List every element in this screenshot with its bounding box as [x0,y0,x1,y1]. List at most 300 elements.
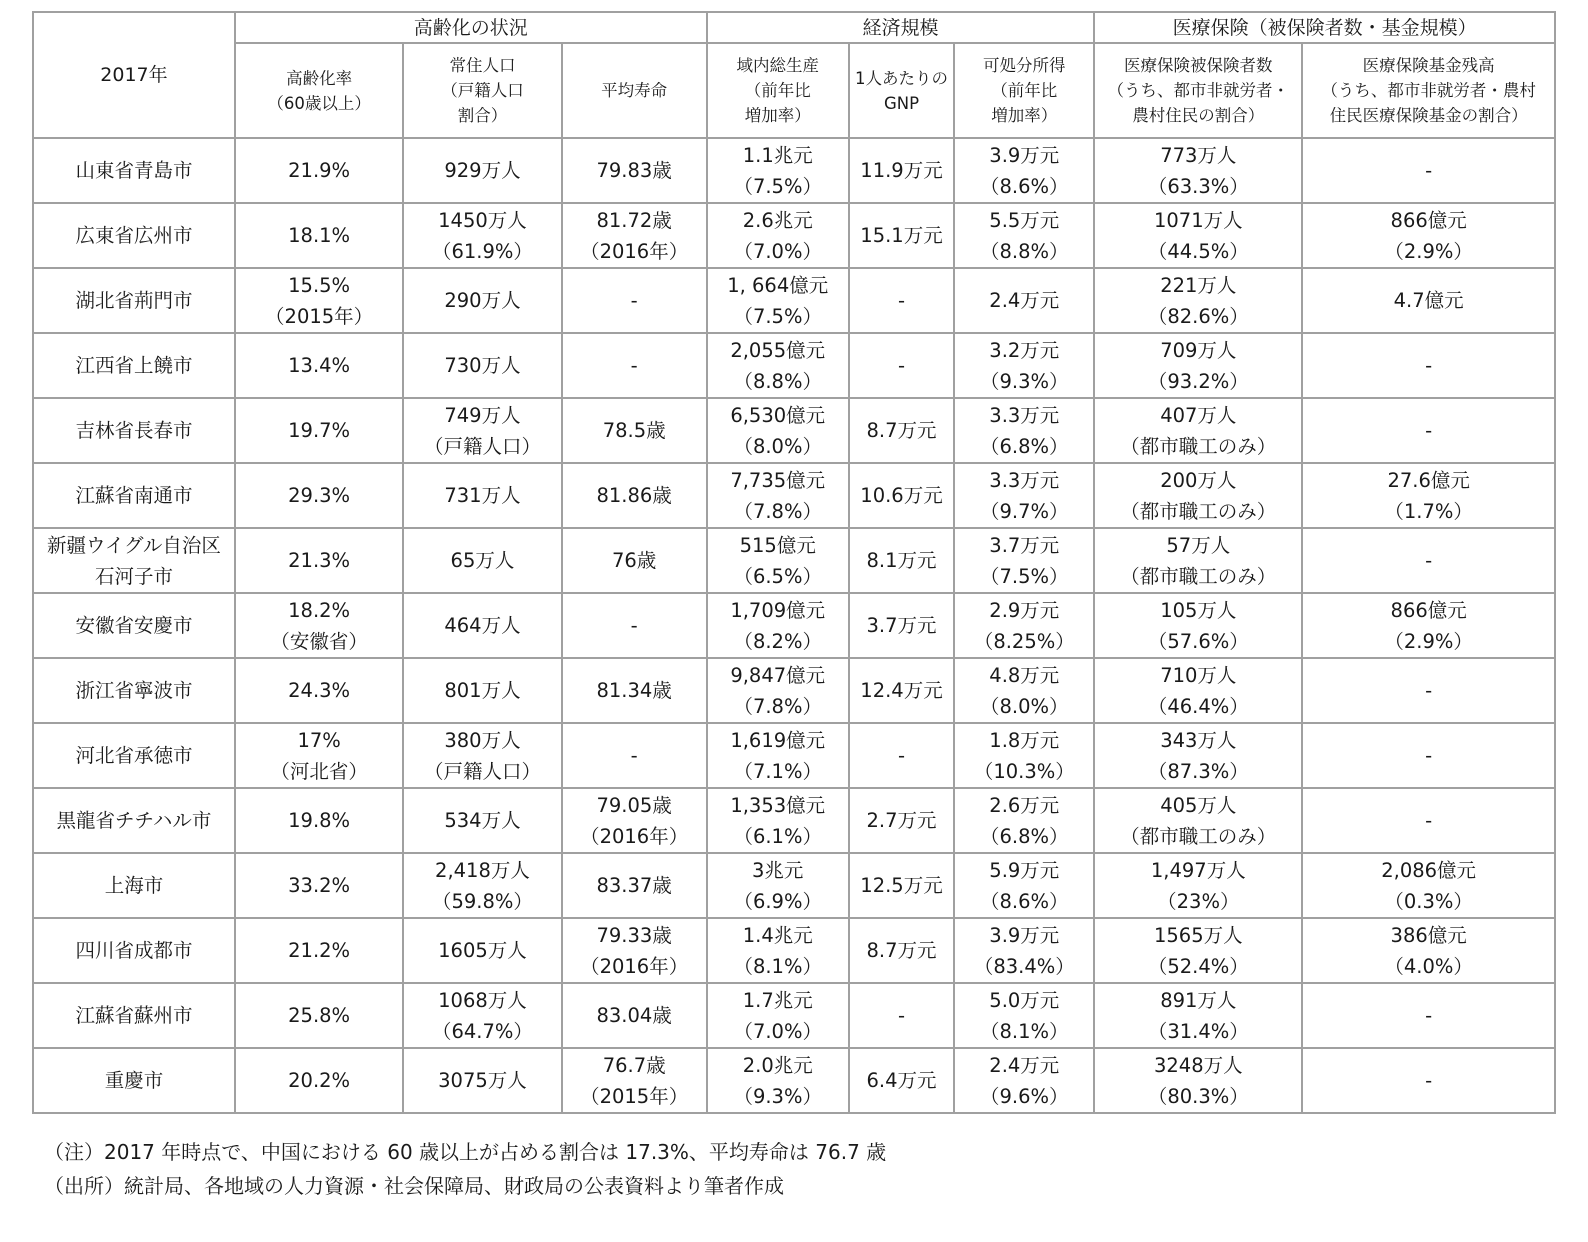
cell-line: 3.9万元 [989,923,1060,947]
column-header-disposable-income [954,43,1094,138]
column-header-aging-rate [235,43,403,138]
cell-line: 7,735億元 [730,468,826,492]
disposable-income-cell [954,138,1094,203]
cell-line: 10.6万元 [860,484,943,507]
cell-line: （7.5%） [733,304,822,328]
gnp-per-capita-cell [849,918,955,983]
cell-line: （前年比 [744,81,811,100]
year-header: 2017年 [33,12,235,138]
cell-line: 四川省成都市 [75,939,193,962]
cell-line: （7.5%） [980,564,1069,588]
cell-line: 3.3万元 [989,468,1060,492]
cell-line: 吉林省長春市 [75,419,193,442]
cell-line: （9.3%） [733,1084,822,1108]
gnp-per-capita-cell [849,658,955,723]
city-name-cell [33,333,235,398]
cell-line: 医療保険基金残高 [1362,56,1495,75]
cell-line: 5.0万元 [989,988,1060,1012]
cell-line: （93.2%） [1147,369,1249,393]
fund-balance-cell [1302,983,1555,1048]
cell-line: 1.7兆元 [742,988,813,1012]
cell-line: 可処分所得 [983,56,1066,75]
cell-line: （都市職工のみ） [1120,564,1277,588]
cell-line: 866億元 [1390,208,1467,232]
cell-line: 19.8% [288,809,351,832]
cell-line: （59.8%） [431,889,533,913]
life-expectancy-cell [562,528,707,593]
fund-balance-cell [1302,788,1555,853]
cell-line: 290万人 [444,289,521,312]
cell-line: 2,086億元 [1381,858,1477,882]
fund-balance-cell [1302,463,1555,528]
cell-line: - [1425,1004,1433,1027]
cell-line: 江西省上饒市 [75,354,193,377]
gdp-cell [707,398,849,463]
table-row [33,333,1555,398]
cell-line: 1, 664億元 [727,273,829,297]
column-header-fund-balance [1302,43,1555,138]
cell-line: （7.0%） [733,239,822,263]
cell-line: （7.8%） [733,694,822,718]
column-header-gdp [707,43,849,138]
cell-line: 1605万人 [438,939,527,962]
cell-line: （9.3%） [980,369,1069,393]
gdp-cell [707,333,849,398]
cell-line: 山東省青島市 [75,159,193,182]
cell-line: （都市職工のみ） [1120,824,1277,848]
gnp-per-capita-cell [849,1048,955,1113]
fund-balance-cell [1302,1048,1555,1113]
disposable-income-cell [954,333,1094,398]
cell-line: （都市職工のみ） [1120,499,1277,523]
fund-balance-cell [1302,203,1555,268]
life-expectancy-cell [562,1048,707,1113]
cell-line: - [630,354,638,377]
cell-line: （82.6%） [1147,304,1249,328]
cell-line: （10.3%） [973,759,1075,783]
table-row [33,853,1555,918]
cell-line: 黒龍省チチハル市 [56,809,212,832]
cell-line: 1,619億元 [730,728,826,752]
cell-line: 21.9% [288,159,351,182]
gdp-cell [707,658,849,723]
table-container [32,11,1556,1114]
cell-line: （1.7%） [1384,499,1473,523]
cell-line: （23%） [1157,889,1240,913]
cell-line: 380万人 [444,728,521,752]
insured-count-cell [1094,983,1302,1048]
cell-line: 3.2万元 [989,338,1060,362]
table-row [33,138,1555,203]
gdp-cell [707,463,849,528]
city-name-cell [33,853,235,918]
cell-line: （44.5%） [1147,239,1249,263]
cell-line: 8.7万元 [866,419,937,442]
cell-line: - [1425,354,1433,377]
insured-count-cell [1094,853,1302,918]
disposable-income-cell [954,528,1094,593]
aging-rate-cell [235,463,403,528]
life-expectancy-cell [562,983,707,1048]
gdp-cell [707,723,849,788]
city-name-cell [33,983,235,1048]
aging-rate-cell [235,983,403,1048]
cell-line: （戸籍人口） [423,434,541,458]
cell-line: 18.1% [288,224,351,247]
gnp-per-capita-cell [849,463,955,528]
gdp-cell [707,203,849,268]
city-name-cell [33,723,235,788]
resident-population-cell [403,788,561,853]
cell-line: 2.9万元 [989,598,1060,622]
cell-line: 1,353億元 [730,793,826,817]
cell-line: 386億元 [1390,923,1467,947]
gnp-per-capita-cell [849,138,955,203]
cell-line: （61.9%） [431,239,533,263]
cell-line: 20.2% [288,1069,351,1092]
cell-line: 12.5万元 [860,874,943,897]
cell-line: （64.7%） [431,1019,533,1043]
cell-line: 343万人 [1160,728,1237,752]
life-expectancy-cell [562,268,707,333]
resident-population-cell [403,658,561,723]
disposable-income-cell [954,593,1094,658]
cell-line: 3075万人 [438,1069,527,1092]
table-row [33,463,1555,528]
gnp-per-capita-cell [849,853,955,918]
life-expectancy-cell [562,138,707,203]
resident-population-cell [403,853,561,918]
group-header-medical-insurance: 医療保険（被保険者数・基金規模） [1094,12,1555,43]
cell-line: （8.8%） [980,239,1069,263]
note-text: （注）2017 年時点で、中国における 60 歳以上が占める割合は 17.3%、平均寿命は 76.7 歳 [44,1140,887,1164]
resident-population-cell [403,918,561,983]
source-text: （出所）統計局、各地域の人力資源・社会保障局、財政局の公表資料より筆者作成 [44,1174,784,1198]
cell-line: 4.7億元 [1393,289,1464,312]
cell-line: - [630,289,638,312]
aging-rate-cell [235,333,403,398]
cell-line: （87.3%） [1147,759,1249,783]
city-name-cell [33,268,235,333]
disposable-income-cell [954,268,1094,333]
cell-line: （8.6%） [980,174,1069,198]
cell-line: 割合） [457,106,508,125]
cell-line: （安徽省） [270,629,368,653]
cell-line: （8.0%） [980,694,1069,718]
life-expectancy-cell [562,333,707,398]
cell-line: （7.8%） [733,499,822,523]
aging-rate-cell [235,268,403,333]
cell-line: 76.7歳 [602,1053,666,1077]
gnp-per-capita-cell [849,268,955,333]
cell-line: 81.34歳 [596,679,672,702]
cell-line: （2.9%） [1384,239,1473,263]
cell-line: 3兆元 [752,858,804,882]
cell-line: （6.9%） [733,889,822,913]
cell-line: 2.4万元 [989,1053,1060,1077]
cell-line: - [1425,1069,1433,1092]
disposable-income-cell [954,203,1094,268]
cell-line: - [897,289,906,312]
disposable-income-cell [954,853,1094,918]
column-header-insured-count [1094,43,1302,138]
fund-balance-cell [1302,918,1555,983]
insured-count-cell [1094,1048,1302,1113]
aging-rate-cell [235,138,403,203]
cell-line: 域内総生産 [736,56,819,75]
cell-line: 新疆ウイグル自治区 [46,533,221,557]
cell-line: 83.37歳 [596,874,672,897]
cell-line: - [1425,744,1433,767]
cell-line: （前年比 [991,81,1058,100]
cell-line: 81.86歳 [596,484,672,507]
cell-line: 平均寿命 [601,81,668,100]
resident-population-cell [403,983,561,1048]
resident-population-cell [403,1048,561,1113]
gnp-per-capita-cell [849,593,955,658]
cell-line: 5.9万元 [989,858,1060,882]
cell-line: 464万人 [444,614,521,637]
cell-line: 3248万人 [1153,1053,1243,1077]
cell-line: 1人あたりの [855,68,948,88]
cell-line: - [1425,419,1433,442]
cell-line: （8.0%） [733,434,822,458]
cell-line: 731万人 [444,484,521,507]
insured-count-cell [1094,528,1302,593]
cell-line: 湖北省荊門市 [75,289,193,312]
gdp-cell [707,1048,849,1113]
gnp-per-capita-cell [849,983,955,1048]
cell-line: 1565万人 [1153,923,1243,947]
city-name-cell [33,203,235,268]
cell-line: （52.4%） [1147,954,1249,978]
group-header-row [33,12,1555,43]
cell-line: （8.1%） [980,1019,1069,1043]
cell-line: 65万人 [450,549,515,572]
cell-line: - [897,744,906,767]
cell-line: （6.8%） [980,824,1069,848]
cell-line: 1068万人 [438,988,527,1012]
cell-line: 105万人 [1160,598,1237,622]
cell-line: （63.3%） [1147,174,1249,198]
aging-rate-cell [235,918,403,983]
resident-population-cell [403,528,561,593]
cell-line: 534万人 [444,809,521,832]
gnp-per-capita-cell [849,333,955,398]
life-expectancy-cell [562,853,707,918]
cell-line: （6.1%） [733,824,822,848]
cell-line: 29.3% [288,484,351,507]
gdp-cell [707,918,849,983]
cell-line: （46.4%） [1147,694,1249,718]
cell-line: （8.8%） [733,369,822,393]
cell-line: （57.6%） [1147,629,1249,653]
cell-line: （2016年） [580,239,689,263]
insured-count-cell [1094,918,1302,983]
disposable-income-cell [954,658,1094,723]
resident-population-cell [403,333,561,398]
fund-balance-cell [1302,723,1555,788]
cell-line: 12.4万元 [860,679,943,702]
cell-line: 1071万人 [1153,208,1243,232]
insured-count-cell [1094,398,1302,463]
cell-line: 1,497万人 [1150,858,1246,882]
cell-line: 710万人 [1160,663,1237,687]
table-row [33,723,1555,788]
cell-line: 石河子市 [94,564,173,588]
cell-line: 1,709億元 [730,598,826,622]
column-header-row [33,43,1555,138]
cell-line: 730万人 [444,354,521,377]
cell-line: 57万人 [1166,533,1231,557]
cell-line: 79.83歳 [596,159,672,182]
cell-line: （7.5%） [733,174,822,198]
cell-line: 407万人 [1160,403,1237,427]
cell-line: 2.7万元 [866,809,937,832]
cell-line: 3.7万元 [989,533,1060,557]
fund-balance-cell [1302,528,1555,593]
cell-line: 6,530億元 [730,403,826,427]
cell-line: 3.3万元 [989,403,1060,427]
life-expectancy-cell [562,788,707,853]
gdp-cell [707,268,849,333]
cell-line: 5.5万元 [989,208,1060,232]
table-row [33,1048,1555,1113]
resident-population-cell [403,138,561,203]
cell-line: （2016年） [580,954,689,978]
cell-line: 749万人 [444,403,521,427]
aging-rate-cell [235,658,403,723]
cell-line: 801万人 [444,679,521,702]
cell-line: 221万人 [1160,273,1237,297]
cell-line: （うち、都市非就労者・ [1107,81,1290,100]
cell-line: 2,418万人 [435,858,530,882]
cell-line: 住民医療保険基金の割合） [1329,106,1528,125]
life-expectancy-cell [562,463,707,528]
column-header-life-expectancy [562,43,707,138]
cell-line: - [1425,809,1433,832]
insured-count-cell [1094,138,1302,203]
cell-line: （9.7%） [980,499,1069,523]
cell-line: 21.3% [288,549,351,572]
cell-line: （60歳以上） [267,93,371,113]
cell-line: （8.2%） [733,629,822,653]
city-name-cell [33,593,235,658]
city-name-cell [33,463,235,528]
table-row [33,203,1555,268]
life-expectancy-cell [562,593,707,658]
resident-population-cell [403,203,561,268]
cell-line: 200万人 [1160,468,1237,492]
cell-line: 773万人 [1160,143,1237,167]
table-body [33,138,1555,1113]
cell-line: 17% [297,728,341,752]
gnp-per-capita-cell [849,398,955,463]
cell-line: 安徽省安慶市 [75,614,193,637]
fund-balance-cell [1302,268,1555,333]
fund-balance-cell [1302,853,1555,918]
cell-line: 15.5% [288,273,351,297]
table-row [33,593,1555,658]
cell-line: （2015年） [580,1084,689,1108]
cell-line: 2.0兆元 [742,1053,813,1077]
cell-line: 増加率） [991,106,1058,125]
gnp-per-capita-cell [849,203,955,268]
life-expectancy-cell [562,398,707,463]
cell-line: （0.3%） [1384,889,1473,913]
cell-line: 9,847億元 [730,663,826,687]
aging-rate-cell [235,593,403,658]
disposable-income-cell [954,723,1094,788]
cell-line: （7.1%） [733,759,822,783]
cell-line: - [897,354,906,377]
aging-rate-cell [235,398,403,463]
cell-line: 2.4万元 [989,289,1060,312]
cell-line: 8.1万元 [866,549,937,572]
cell-line: 江蘇省南通市 [75,484,193,507]
cell-line: - [1425,549,1433,572]
table-row [33,398,1555,463]
table-row [33,983,1555,1048]
cell-line: 405万人 [1160,793,1237,817]
insured-count-cell [1094,788,1302,853]
cell-line: 8.7万元 [866,939,937,962]
cell-line: 78.5歳 [602,419,666,442]
cell-line: 2.6兆元 [742,208,813,232]
footnotes [44,1135,886,1203]
gdp-cell [707,853,849,918]
cell-line: （6.8%） [980,434,1069,458]
cell-line: 19.7% [288,419,351,442]
cell-line: （2015年） [265,304,374,328]
disposable-income-cell [954,918,1094,983]
cell-line: （9.6%） [980,1084,1069,1108]
table-row [33,528,1555,593]
cell-line: 3.9万元 [989,143,1060,167]
cell-line: 79.05歳 [596,793,672,817]
life-expectancy-cell [562,203,707,268]
cell-line: 79.33歳 [596,923,672,947]
city-name-cell [33,658,235,723]
aging-rate-cell [235,788,403,853]
cell-line: 24.3% [288,679,351,702]
aging-rate-cell [235,1048,403,1113]
disposable-income-cell [954,788,1094,853]
cell-line: 2,055億元 [730,338,826,362]
cell-line: 河北省承徳市 [75,744,193,767]
cell-line: （8.1%） [733,954,822,978]
cell-line: （4.0%） [1384,954,1473,978]
cell-line: 76歳 [611,549,657,572]
cell-line: GNP [883,93,920,113]
cell-line: 15.1万元 [860,224,943,247]
fund-balance-cell [1302,593,1555,658]
life-expectancy-cell [562,658,707,723]
table-row [33,788,1555,853]
gdp-cell [707,138,849,203]
cell-line: 83.04歳 [596,1004,672,1027]
cell-line: （8.25%） [973,629,1075,653]
resident-population-cell [403,463,561,528]
cell-line: - [630,744,638,767]
cell-line: 増加率） [744,106,811,125]
gnp-per-capita-cell [849,528,955,593]
cell-line: （83.4%） [973,954,1075,978]
cell-line: 27.6億元 [1387,468,1470,492]
cell-line: （河北省） [270,759,368,783]
cell-line: 33.2% [288,874,351,897]
gdp-cell [707,788,849,853]
